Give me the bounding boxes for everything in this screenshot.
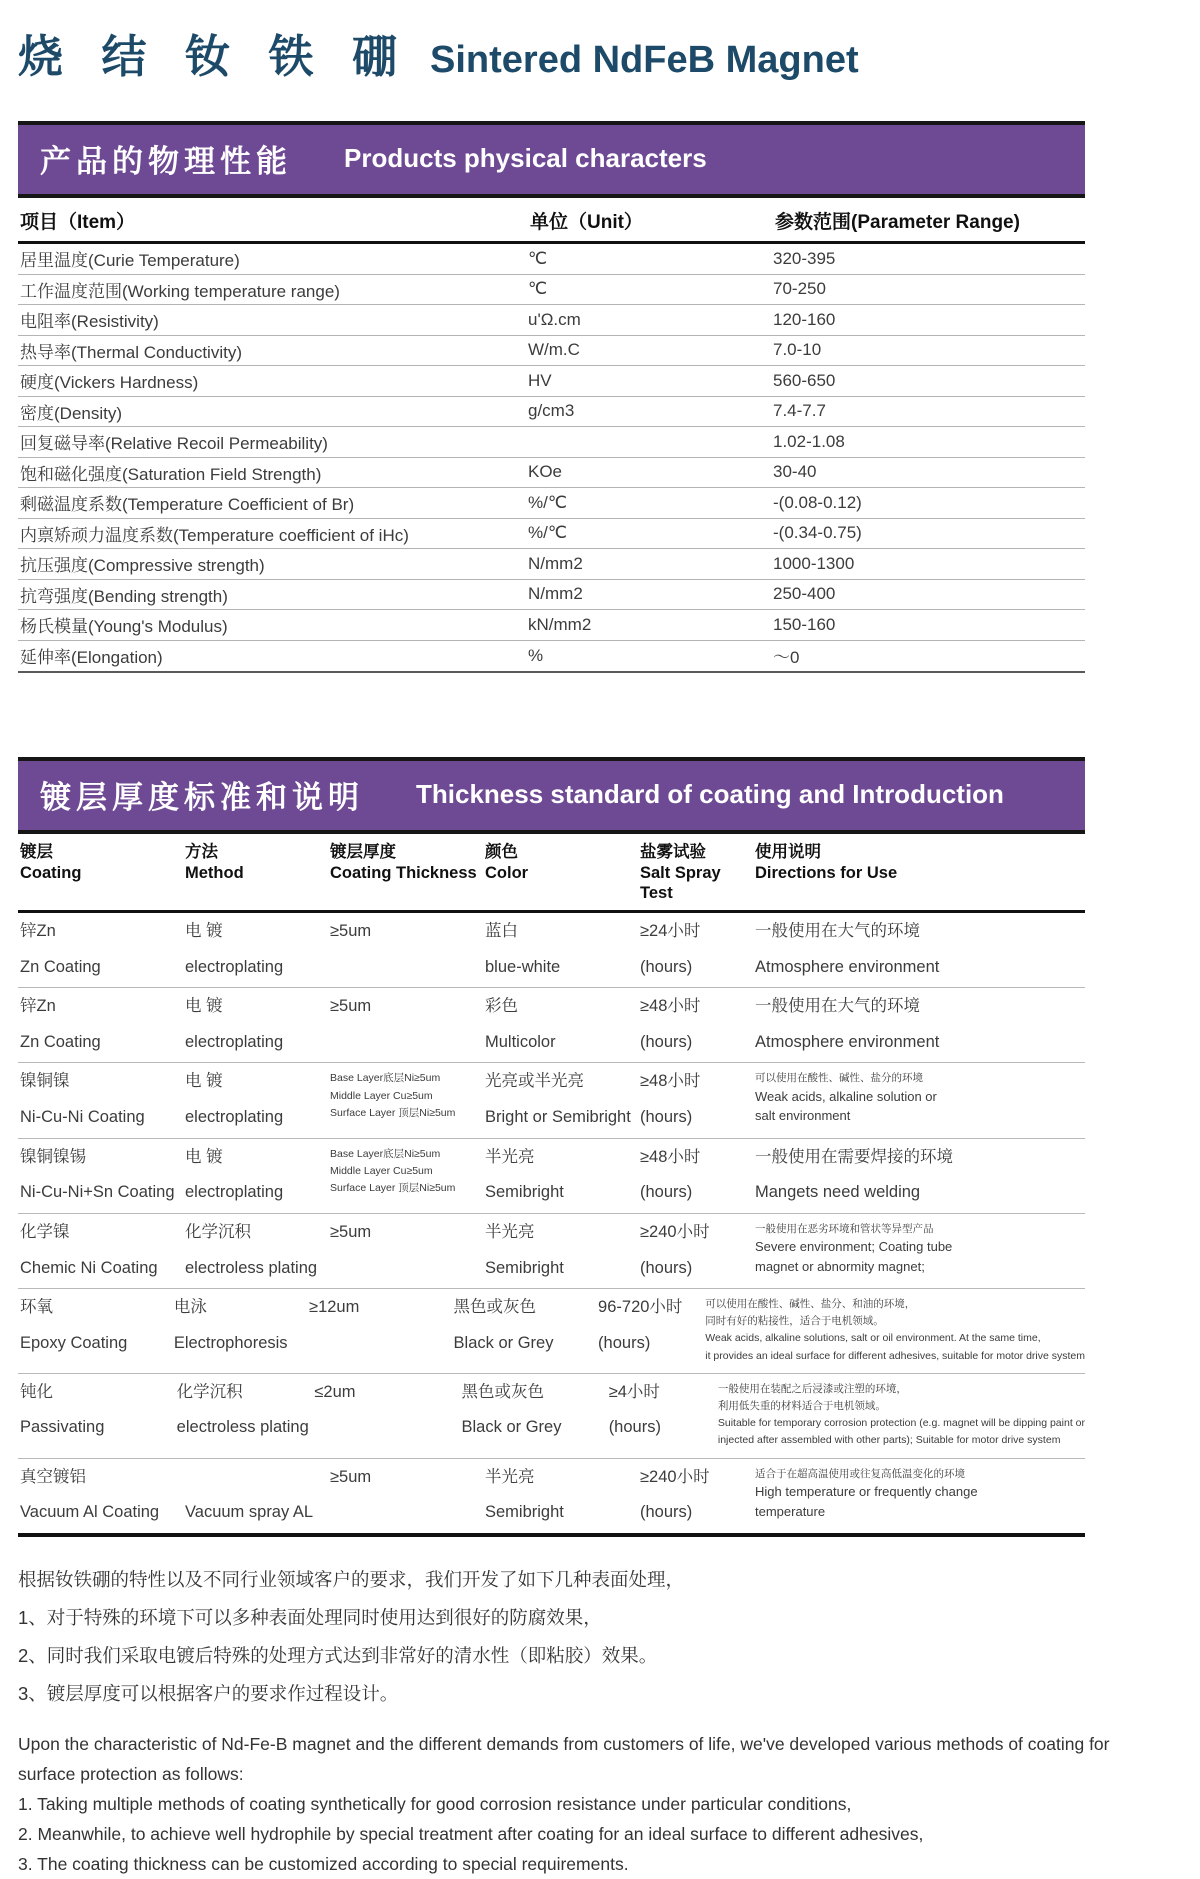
cell-line: 半光亮	[485, 1467, 535, 1486]
cell-line: Electrophoresis	[173, 1333, 288, 1352]
cell-line: Middle Layer Cu≥5um	[330, 1164, 433, 1177]
page-title-zh: 烧 结 钕 铁 硼	[18, 31, 411, 82]
cell-line: Semibright	[485, 1503, 564, 1522]
cell-range: 7.4-7.7	[773, 401, 826, 421]
cell-method	[185, 921, 330, 977]
table-row	[18, 610, 1085, 641]
cell-line: 镍铜镍锡	[20, 1147, 86, 1166]
cell-line: 锌Zn	[20, 997, 56, 1016]
table-row	[18, 366, 1085, 397]
cell-directions	[755, 1147, 1085, 1203]
cell-directions	[755, 996, 1085, 1052]
table-row	[18, 580, 1085, 611]
cell-range: 560-650	[773, 370, 836, 390]
column-header-salt-spray-test	[640, 842, 755, 904]
cell-coating	[20, 1467, 185, 1523]
cell-line: High temperature or frequently change	[755, 1483, 978, 1499]
cell-unit: KOe	[528, 462, 563, 482]
cell-line: 化学沉积	[185, 1222, 251, 1241]
note-line: Upon the characteristic of Nd-Fe-B magnet and the different demands from customers of life, we've developed various methods of coating for	[18, 1733, 1110, 1754]
column-header-zh: 方法	[185, 843, 218, 861]
note-line: 1、对于特殊的环境下可以多种表面处理同时使用达到很好的防腐效果，	[18, 1606, 602, 1628]
cell-line: magnet or abnormity magnet;	[755, 1258, 925, 1274]
table-row	[18, 305, 1085, 336]
cell-item: 饱和磁化强度(Saturation Field Strength)	[20, 464, 322, 484]
cell-method	[185, 1071, 330, 1127]
note-line: 3、镀层厚度可以根据客户的要求作过程设计。	[18, 1682, 399, 1704]
cell-method	[185, 1147, 330, 1203]
cell-range: 320-395	[773, 248, 836, 268]
cell-line: Black or Grey	[453, 1333, 554, 1352]
cell-line: Base Layer底层Ni≥5um	[330, 1072, 441, 1085]
cell-range: 7.0-10	[773, 340, 822, 360]
cell-directions	[718, 1382, 1085, 1448]
cell-line: 彩色	[485, 997, 518, 1016]
cell-line: 可以使用在酸性、碱性、盐分、和油的环境，	[705, 1298, 916, 1311]
table-row	[18, 427, 1085, 458]
table-row	[18, 397, 1085, 428]
cell-line: Epoxy Coating	[20, 1333, 128, 1352]
cell-unit: %/℃	[528, 523, 567, 543]
cell-line: ≥48小时	[640, 1147, 701, 1166]
table-row	[18, 1374, 1085, 1459]
cell-line: (hours)	[640, 1032, 693, 1051]
section-header-physical	[18, 121, 1085, 198]
cell-line: (hours)	[608, 1418, 661, 1437]
physical-table-header	[18, 198, 1085, 244]
cell-line: 光亮或半光亮	[485, 1072, 584, 1091]
cell-line: it provides an ideal surface for different adhesives, suitable for motor drive system	[705, 1349, 1086, 1362]
cell-line: Atmosphere environment	[755, 957, 940, 976]
cell-salt	[598, 1297, 705, 1363]
note-line: surface protection as follows:	[18, 1763, 244, 1784]
table-row	[18, 336, 1085, 367]
cell-unit: g/cm3	[528, 401, 575, 421]
cell-item: 抗压强度(Compressive strength)	[20, 556, 265, 576]
cell-thickness	[330, 1147, 485, 1203]
cell-line: Atmosphere environment	[755, 1032, 940, 1051]
cell-line: 黑色或灰色	[461, 1382, 545, 1401]
cell-item: 抗弯强度(Bending strength)	[20, 586, 228, 606]
cell-directions	[755, 1467, 1085, 1523]
cell-line: Multicolor	[485, 1032, 556, 1051]
cell-line: electroplating	[185, 957, 284, 976]
cell-color	[485, 1071, 640, 1127]
table-row	[18, 913, 1085, 988]
cell-range: -(0.08-0.12)	[773, 492, 862, 512]
cell-line: temperature	[755, 1503, 826, 1519]
cell-line: (hours)	[640, 1183, 693, 1202]
cell-color	[485, 1467, 640, 1523]
column-header-zh: 镀层	[20, 843, 53, 861]
notes-chinese	[18, 1561, 1200, 1713]
cell-line: electroless plating	[185, 1258, 318, 1277]
cell-range: 70-250	[773, 279, 826, 299]
coating-table	[18, 913, 1085, 1537]
cell-line: Severe environment; Coating tube	[755, 1239, 953, 1255]
section-header-coating-en: Thickness standard of coating and Introduction	[416, 779, 1004, 809]
column-header-directions-for-use	[755, 842, 1085, 904]
column-header-coating	[20, 842, 185, 904]
cell-line	[185, 1467, 190, 1488]
cell-color	[462, 1382, 609, 1448]
cell-range: 250-400	[773, 584, 836, 604]
cell-item: 延伸率(Elongation)	[20, 648, 163, 668]
column-header-coating-thickness	[330, 842, 485, 904]
cell-line: electroplating	[185, 1108, 284, 1126]
cell-unit: ℃	[528, 279, 548, 299]
cell-range: -(0.34-0.75)	[773, 523, 862, 543]
cell-color	[485, 996, 640, 1052]
cell-line: Ni-Cu-Ni Coating	[20, 1108, 145, 1126]
cell-color	[454, 1297, 599, 1363]
cell-line: 锌Zn	[20, 921, 56, 940]
cell-line: 电泳	[173, 1298, 207, 1317]
page-title	[18, 20, 1200, 85]
cell-range: 120-160	[773, 309, 836, 329]
table-row	[18, 244, 1085, 275]
cell-line: Surface Layer 顶层Ni≥5um	[330, 1181, 456, 1194]
cell-line: 真空镀铝	[20, 1467, 86, 1486]
cell-coating	[20, 921, 185, 977]
cell-directions	[705, 1297, 1085, 1363]
cell-item: 热导率(Thermal Conductivity)	[20, 342, 242, 362]
cell-line: 半光亮	[485, 1147, 535, 1166]
cell-unit: W/m.C	[528, 340, 580, 360]
cell-line: Mangets need welding	[755, 1183, 921, 1202]
cell-range: 1.02-1.08	[773, 431, 845, 451]
column-header-method	[185, 842, 330, 904]
cell-line: Weak acids, alkaline solutions, salt or oil environment. At the same time,	[705, 1332, 1041, 1345]
cell-line: 96-720小时	[598, 1298, 683, 1317]
note-line: 3. The coating thickness can be customized according to special requirements.	[18, 1853, 629, 1874]
cell-line: ≥5um	[330, 1222, 372, 1241]
cell-line: 化学镍	[20, 1222, 70, 1241]
cell-line: (hours)	[640, 1503, 693, 1522]
cell-coating	[20, 996, 185, 1052]
section-header-coating-zh: 镀层厚度标准和说明	[40, 780, 364, 815]
cell-directions	[755, 1071, 1085, 1127]
cell-thickness	[314, 1382, 461, 1448]
cell-unit: u'Ω.cm	[528, 309, 581, 329]
cell-method	[185, 996, 330, 1052]
cell-line: salt environment	[755, 1108, 851, 1124]
cell-item: 回复磁导率(Relative Recoil Permeability)	[20, 434, 328, 454]
column-header-range: 参数范围(Parameter Range)	[775, 212, 1020, 233]
cell-line: blue-white	[485, 957, 561, 976]
coating-table-header	[18, 834, 1085, 913]
cell-line: ≥240小时	[640, 1467, 710, 1486]
cell-item: 工作温度范围(Working temperature range)	[20, 281, 340, 301]
cell-salt	[640, 1222, 755, 1278]
column-header-zh: 镀层厚度	[330, 843, 396, 861]
page-title-en: Sintered NdFeB Magnet	[430, 39, 859, 81]
cell-salt	[640, 1071, 755, 1127]
column-header-zh: 颜色	[485, 843, 518, 861]
cell-unit: N/mm2	[528, 584, 583, 604]
cell-line: 黑色或灰色	[453, 1298, 537, 1317]
table-row	[18, 641, 1085, 672]
table-row	[18, 519, 1085, 550]
cell-coating	[20, 1147, 185, 1203]
table-row	[18, 1459, 1085, 1533]
section-header-physical-zh: 产品的物理性能	[40, 144, 292, 179]
cell-line: 适合于在超高温使用或往复高低温变化的环境	[755, 1467, 965, 1480]
cell-line: 电 镀	[185, 1072, 223, 1091]
column-header-zh: 使用说明	[755, 843, 821, 861]
cell-line: 电 镀	[185, 997, 223, 1016]
cell-line: ≤2um	[314, 1382, 356, 1401]
cell-unit: N/mm2	[528, 553, 583, 573]
cell-line: (hours)	[640, 1258, 693, 1277]
cell-line: 一般使用在恶劣环境和管状等异型产品	[755, 1222, 934, 1235]
cell-range: ～0	[773, 648, 800, 668]
cell-line: electroplating	[185, 1183, 284, 1202]
cell-line: ≥5um	[330, 1467, 372, 1486]
cell-range: 150-160	[773, 614, 836, 634]
cell-method	[177, 1382, 315, 1448]
cell-line: ≥48小时	[640, 997, 701, 1016]
column-header-item: 项目（Item）	[20, 212, 136, 233]
cell-item: 剩磁温度系数(Temperature Coefficient of Br)	[20, 495, 355, 515]
cell-line: Bright or Semibright	[485, 1108, 631, 1126]
cell-method	[185, 1467, 330, 1523]
section-header-physical-en: Products physical characters	[344, 143, 707, 173]
cell-line: injected after assembled with other parts); Suitable for motor drive system	[717, 1434, 1061, 1447]
cell-line: ≥4小时	[608, 1382, 660, 1401]
table-row	[18, 1214, 1085, 1289]
cell-line: Black or Grey	[461, 1418, 562, 1437]
cell-salt	[640, 1467, 755, 1523]
cell-thickness	[330, 996, 485, 1052]
cell-unit: %	[528, 645, 544, 665]
note-line: 2、同时我们采取电镀后特殊的处理方式达到非常好的清水性（即粘胶）效果。	[18, 1644, 658, 1666]
cell-line: Zn Coating	[20, 1032, 101, 1051]
section-header-coating	[18, 757, 1085, 834]
cell-line: Weak acids, alkaline solution or	[755, 1088, 937, 1104]
cell-line: Semibright	[485, 1258, 564, 1277]
cell-salt	[640, 921, 755, 977]
cell-unit: kN/mm2	[528, 614, 592, 634]
cell-line: (hours)	[598, 1333, 651, 1352]
cell-coating	[20, 1071, 185, 1127]
cell-line: Suitable for temporary corrosion protection (e.g. magnet will be dipping paint or	[717, 1417, 1085, 1430]
column-header-en: Coating	[20, 863, 82, 882]
cell-range: 30-40	[773, 462, 817, 482]
cell-directions	[755, 921, 1085, 977]
cell-directions	[755, 1222, 1085, 1278]
cell-line: 镍铜镍	[20, 1072, 70, 1091]
cell-item: 硬度(Vickers Hardness)	[20, 373, 199, 393]
cell-item: 密度(Density)	[20, 403, 123, 423]
cell-line: Passivating	[20, 1418, 105, 1437]
column-header-en: Color	[485, 863, 529, 882]
cell-unit: ℃	[528, 248, 548, 268]
cell-range: 1000-1300	[773, 553, 855, 573]
cell-line: (hours)	[640, 1108, 693, 1126]
cell-thickness	[330, 921, 485, 977]
cell-unit: %/℃	[528, 492, 567, 512]
cell-method	[174, 1297, 309, 1363]
cell-line: Ni-Cu-Ni+Sn Coating	[20, 1183, 175, 1202]
cell-thickness	[330, 1071, 485, 1127]
cell-line: (hours)	[640, 957, 693, 976]
cell-unit	[528, 432, 773, 452]
cell-line: ≥5um	[330, 997, 372, 1016]
column-header-en: Method	[185, 863, 244, 882]
cell-line: 钝化	[20, 1382, 53, 1401]
cell-line: Vacuum Al Coating	[20, 1503, 160, 1522]
table-row	[18, 988, 1085, 1063]
cell-item: 内禀矫顽力温度系数(Temperature coefficient of iHc)	[20, 525, 409, 545]
cell-item: 杨氏模量(Young's Modulus)	[20, 617, 228, 637]
cell-line: Chemic Ni Coating	[20, 1258, 158, 1277]
cell-line: ≥5um	[330, 921, 372, 940]
table-row	[18, 1063, 1085, 1138]
cell-unit: HV	[528, 370, 552, 390]
cell-color	[485, 921, 640, 977]
cell-line: 同时有好的粘接性，适合于电机领域。	[705, 1315, 884, 1328]
cell-line: 电 镀	[185, 921, 223, 940]
cell-salt	[609, 1382, 718, 1448]
cell-line: 利用低失重的材料适合于电机领域。	[717, 1399, 886, 1412]
cell-line: electroplating	[185, 1032, 284, 1051]
cell-line: 一般使用在装配之后浸漆或注塑的环境，	[717, 1382, 907, 1395]
cell-coating	[20, 1222, 185, 1278]
column-header-color	[485, 842, 640, 904]
column-header-en: Directions for Use	[755, 863, 898, 882]
table-row	[18, 488, 1085, 519]
cell-line: Zn Coating	[20, 957, 101, 976]
cell-thickness	[330, 1467, 485, 1523]
cell-line: 化学沉积	[176, 1382, 243, 1401]
cell-thickness	[309, 1297, 454, 1363]
cell-line: ≥240小时	[640, 1222, 710, 1241]
cell-line: 电 镀	[185, 1147, 223, 1166]
column-header-en: Coating Thickness	[330, 863, 477, 882]
cell-line: 蓝白	[485, 921, 518, 940]
column-header-zh: 盐雾试验	[640, 843, 706, 861]
cell-line: 一般使用在需要焊接的环境	[755, 1147, 953, 1166]
cell-line: Middle Layer Cu≥5um	[330, 1089, 433, 1102]
cell-line: Semibright	[485, 1183, 564, 1202]
note-line: 2. Meanwhile, to achieve well hydrophile by special treatment after coating for an ideal surface to different adhesives,	[18, 1823, 924, 1844]
table-row	[18, 549, 1085, 580]
cell-line: 一般使用在大气的环境	[755, 921, 920, 940]
note-line: 根据钕铁硼的特性以及不同行业领域客户的要求，我们开发了如下几种表面处理，	[18, 1568, 685, 1590]
cell-item: 电阻率(Resistivity)	[20, 312, 159, 332]
cell-color	[485, 1147, 640, 1203]
cell-line: Base Layer底层Ni≥5um	[330, 1147, 441, 1160]
cell-line: 半光亮	[485, 1222, 535, 1241]
cell-item: 居里温度(Curie Temperature)	[20, 251, 240, 271]
column-header-en: Salt Spray Test	[640, 863, 721, 903]
cell-thickness	[330, 1222, 485, 1278]
physical-table	[18, 244, 1085, 673]
table-row	[18, 275, 1085, 306]
cell-coating	[20, 1382, 177, 1448]
cell-line: ≥48小时	[640, 1072, 701, 1091]
cell-line: 一般使用在大气的环境	[755, 997, 920, 1016]
cell-line: Vacuum spray AL	[185, 1503, 314, 1522]
table-row	[18, 1139, 1085, 1214]
cell-line: ≥12um	[309, 1298, 360, 1317]
table-row	[18, 1289, 1085, 1374]
cell-salt	[640, 996, 755, 1052]
cell-line: electroless plating	[176, 1418, 309, 1437]
notes-english	[18, 1729, 1200, 1879]
table-row	[18, 458, 1085, 489]
cell-line: ≥24小时	[640, 921, 701, 940]
cell-method	[185, 1222, 330, 1278]
cell-line: 可以使用在酸性、碱性、盐分的环境	[755, 1072, 923, 1085]
column-header-unit: 单位（Unit）	[530, 212, 643, 233]
cell-coating	[20, 1297, 174, 1363]
cell-line: 环氧	[20, 1298, 53, 1317]
cell-salt	[640, 1147, 755, 1203]
cell-line: Surface Layer 顶层Ni≥5um	[330, 1106, 456, 1119]
note-line: 1. Taking multiple methods of coating synthetically for good corrosion resistance under particular conditions,	[18, 1793, 852, 1814]
cell-color	[485, 1222, 640, 1278]
